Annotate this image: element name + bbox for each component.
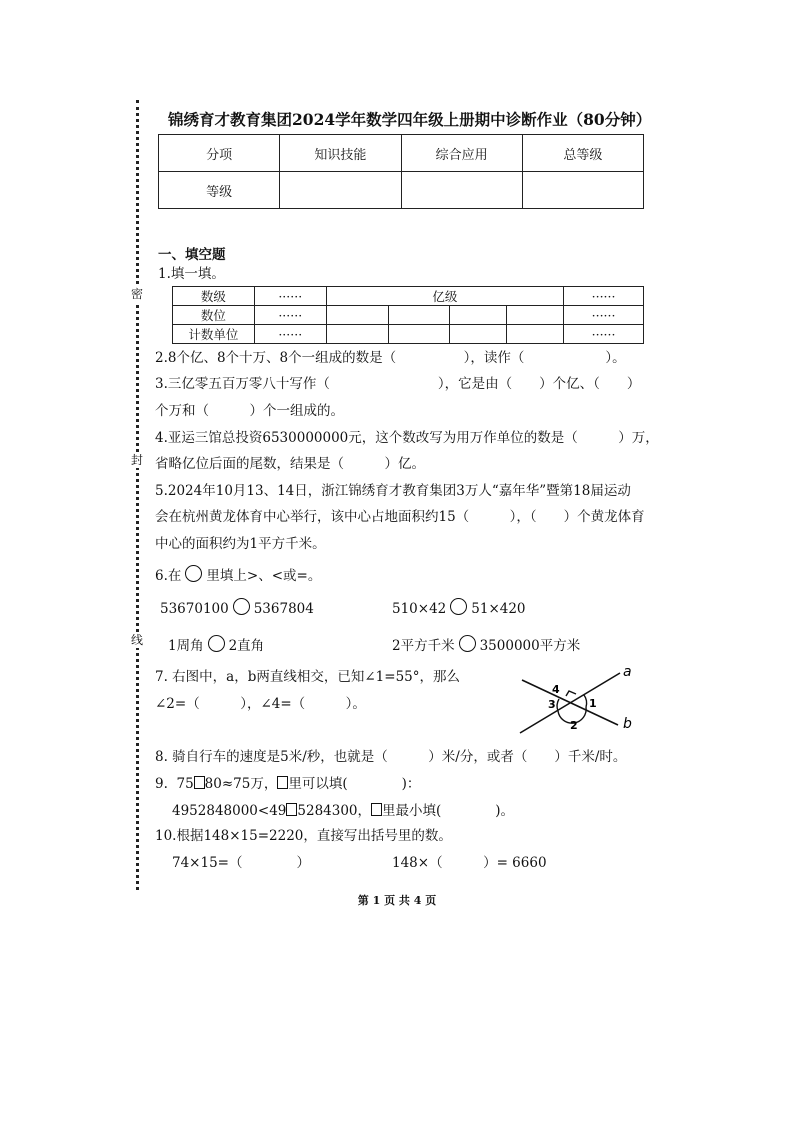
label-angle-2: 2 — [570, 719, 578, 732]
question-6 — [155, 564, 321, 584]
question-10-left: 74×15=（ ） — [172, 855, 310, 871]
question-3-line-2: 个万和（ ）个一组成的。 — [155, 403, 344, 419]
grade-table — [158, 134, 644, 209]
label-line-a: a — [623, 664, 632, 680]
square-blank-icon — [194, 776, 205, 789]
question-7-line-1: 7. 右图中，a，b两直线相交，已知∠1=55°，那么 — [155, 669, 461, 685]
place-dots: ······ — [564, 287, 644, 306]
question-6-prefix: 6.在 — [155, 568, 182, 584]
place-row-label-unit: 计数单位 — [173, 325, 255, 344]
square-icon — [277, 776, 288, 789]
label-angle-1: 1 — [589, 697, 597, 710]
grade-table-header-row — [159, 135, 644, 172]
seal-char-mi: 密 — [130, 287, 143, 301]
question-5-line-3: 中心的面积约为1平方千米。 — [155, 536, 326, 552]
question-5-line-2: 会在杭州黄龙体育中心举行，该中心占地面积约15（ ），（ ）个黄龙体育 — [155, 509, 645, 525]
compare-right: 3500000平方米 — [479, 638, 581, 654]
grade-header-knowledge: 知识技能 — [280, 135, 401, 172]
question-9-line-2 — [172, 799, 514, 819]
question-9-label: 9. — [155, 776, 168, 792]
place-blank-cell[interactable] — [507, 306, 564, 325]
grade-header-total: 总等级 — [522, 135, 643, 172]
place-blank-cell[interactable] — [326, 306, 388, 325]
compare-right: 5367804 — [253, 601, 314, 617]
question-8: 8. 骑自行车的速度是5米/秒，也就是（ ）米/分，或者（ ）千米/时。 — [155, 749, 627, 765]
square-icon — [371, 803, 382, 816]
place-dots: ······ — [564, 325, 644, 344]
compare-item-2 — [392, 598, 526, 617]
label-angle-3: 3 — [548, 698, 556, 711]
circle-icon — [185, 565, 202, 582]
question-6-suffix: 里填上>、<或=。 — [206, 568, 322, 584]
place-row-label-digit: 数位 — [173, 306, 255, 325]
question-9-line-1 — [155, 772, 420, 792]
compare-right: 51×420 — [471, 601, 526, 617]
grade-header-application: 综合应用 — [401, 135, 522, 172]
place-dots: ······ — [254, 325, 326, 344]
place-blank-cell[interactable] — [507, 325, 564, 344]
label-line-b: b — [623, 716, 632, 732]
grade-table-row — [159, 172, 644, 209]
angle-arc-1 — [584, 695, 587, 707]
compare-item-3 — [168, 634, 264, 654]
place-blank-cell[interactable] — [450, 325, 507, 344]
compare-circle-blank[interactable] — [450, 598, 467, 615]
compare-item-4 — [392, 634, 580, 654]
place-blank-cell[interactable] — [388, 325, 450, 344]
compare-circle-blank[interactable] — [233, 598, 250, 615]
seal-char-xian: 线 — [130, 633, 143, 647]
q9-text: 75 — [176, 776, 194, 792]
compare-right: 2直角 — [228, 638, 265, 654]
q9-text: 80≈75万， — [204, 776, 278, 792]
question-3-line-1: 3.三亿零五百万零八十写作（ ），它是由（ ）个亿、（ ） — [155, 376, 641, 392]
compare-left: 53670100 — [160, 601, 229, 617]
place-value-table — [172, 286, 644, 344]
place-blank-cell[interactable] — [450, 306, 507, 325]
grade-header-item: 分项 — [159, 135, 280, 172]
section-heading-fill-blanks: 一、填空题 — [158, 247, 226, 263]
question-7-line-2: ∠2=（ ），∠4=（ ）。 — [155, 696, 366, 712]
question-2: 2.8个亿、8个十万、8个一组成的数是（ ），读作（ ）。 — [155, 350, 626, 366]
q9-text: 5284300， — [297, 803, 372, 819]
right-angle-mark — [566, 691, 576, 696]
compare-left: 2平方千米 — [392, 638, 455, 654]
place-blank-cell[interactable] — [388, 306, 450, 325]
compare-circle-blank[interactable] — [208, 635, 225, 652]
question-5-line-1: 5.2024年10月13、14日，浙江锦绣育才教育集团3万人“嘉年华”暨第18届运动 — [155, 483, 631, 499]
q9-text: 里最小填( )。 — [382, 803, 515, 819]
question-4-line-1: 4.亚运三馆总投资6530000000元，这个数改写为用万作单位的数是（ ）万， — [155, 430, 659, 446]
place-dots: ······ — [254, 306, 326, 325]
place-blank-cell[interactable] — [326, 325, 388, 344]
compare-circle-blank[interactable] — [459, 635, 476, 652]
place-dots: ······ — [564, 306, 644, 325]
question-4-line-2: 省略亿位后面的尾数，结果是（ ）亿。 — [155, 456, 425, 472]
compare-item-1 — [160, 598, 314, 617]
grade-cell-application[interactable] — [401, 172, 522, 209]
seal-char-feng: 封 — [130, 453, 143, 467]
question-1: 1.填一填。 — [158, 266, 225, 282]
intersecting-lines-figure — [510, 655, 645, 755]
square-blank-icon — [286, 803, 297, 816]
place-yi-level: 亿级 — [326, 287, 563, 306]
page-title: 锦绣育才教育集团2024学年数学四年级上册期中诊断作业（80分钟） — [168, 110, 652, 129]
label-angle-4: 4 — [552, 683, 560, 696]
question-10: 10.根据148×15=2220，直接写出括号里的数。 — [155, 828, 452, 844]
place-row-label-level: 数级 — [173, 287, 255, 306]
binding-dotted-line — [136, 100, 139, 890]
q9-text: 4952848000<49 — [172, 803, 287, 819]
question-10-right: 148×（ ）= 6660 — [392, 855, 547, 871]
page-footer: 第 1 页 共 4 页 — [357, 894, 437, 907]
q9-text: 里可以填( )： — [288, 776, 421, 792]
grade-cell-total[interactable] — [522, 172, 643, 209]
grade-cell-knowledge[interactable] — [280, 172, 401, 209]
compare-left: 1周角 — [168, 638, 204, 654]
place-dots: ······ — [254, 287, 326, 306]
compare-left: 510×42 — [392, 601, 447, 617]
grade-row-label: 等级 — [159, 172, 280, 209]
